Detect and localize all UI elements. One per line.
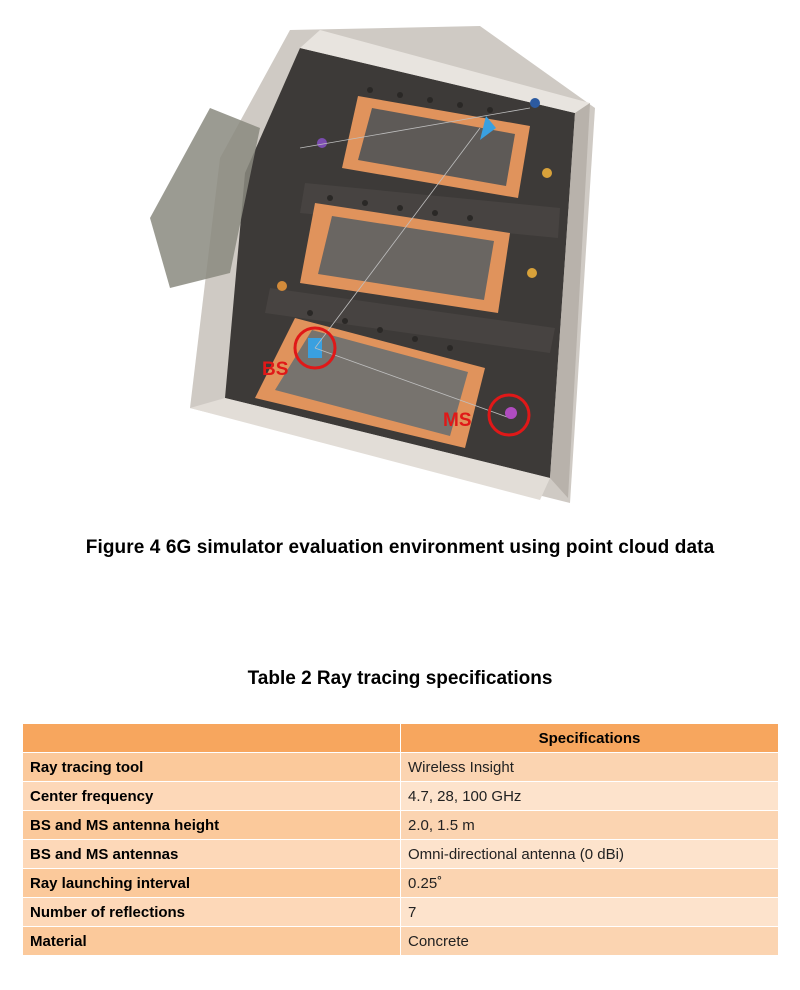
table-header-row bbox=[23, 724, 779, 753]
row-label: BS and MS antenna height bbox=[23, 811, 401, 840]
ms-device bbox=[505, 407, 517, 419]
row-value: 4.7, 28, 100 GHz bbox=[401, 782, 779, 811]
room-point-cloud-image bbox=[150, 8, 650, 508]
table-row bbox=[23, 840, 779, 869]
room-figure bbox=[150, 8, 650, 508]
ms-label: MS bbox=[443, 410, 472, 431]
header-blank-cell bbox=[23, 724, 401, 753]
table-row bbox=[23, 898, 779, 927]
row-value: Wireless Insight bbox=[401, 753, 779, 782]
table-row bbox=[23, 927, 779, 956]
figure-caption: Figure 4 6G simulator evaluation environment using point cloud data bbox=[85, 537, 715, 558]
row-value: Omni-directional antenna (0 dBi) bbox=[401, 840, 779, 869]
row-label: Number of reflections bbox=[23, 898, 401, 927]
row-value: 2.0, 1.5 m bbox=[401, 811, 779, 840]
table-caption: Table 2 Ray tracing specifications bbox=[247, 668, 553, 689]
row-label: Ray launching interval bbox=[23, 869, 401, 898]
row-value: Concrete bbox=[401, 927, 779, 956]
row-label: BS and MS antennas bbox=[23, 840, 401, 869]
row-label: Ray tracing tool bbox=[23, 753, 401, 782]
bs-label: BS bbox=[262, 359, 289, 380]
table-row bbox=[23, 782, 779, 811]
spec-table bbox=[22, 723, 779, 956]
table-row bbox=[23, 811, 779, 840]
header-specifications: Specifications bbox=[401, 724, 779, 753]
table-row bbox=[23, 753, 779, 782]
row-value: 0.25˚ bbox=[401, 869, 779, 898]
row-label: Material bbox=[23, 927, 401, 956]
table-row bbox=[23, 869, 779, 898]
row-label: Center frequency bbox=[23, 782, 401, 811]
row-value: 7 bbox=[401, 898, 779, 927]
